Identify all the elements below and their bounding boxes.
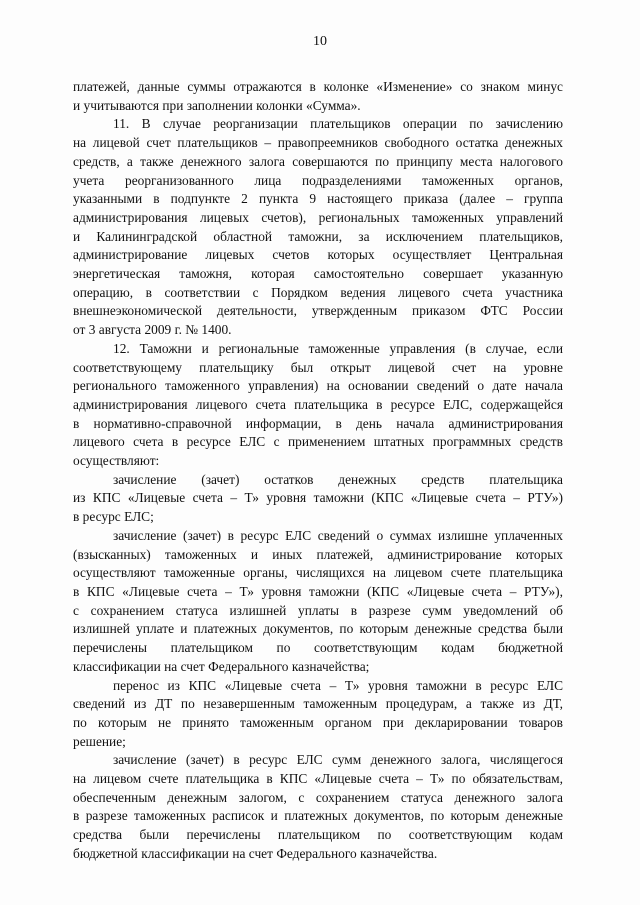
text-line: в ресурс ЕЛС; [73, 509, 154, 525]
text-line: лицевого счета в ресурсе ЕЛС с применением штатных программных средств [73, 434, 563, 450]
document-body [73, 78, 563, 864]
text-line: от 3 августа 2009 г. № 1400. [73, 322, 232, 338]
text-line: энергетическая таможня, которая самостоятельно совершает указанную [73, 266, 563, 282]
text-line: осуществляют: [73, 453, 160, 469]
text-line: сведений из ДТ по незавершенным таможенным процедурам, а также из ДТ, [73, 696, 563, 712]
text-line: на лицевой счет плательщиков – правопреемников свободного остатка денежных [73, 135, 563, 151]
text-line: решение; [73, 733, 126, 749]
text-line: в КПС «Лицевые счета – Т» уровня таможни (КПС «Лицевые счета – РТУ»), [73, 583, 563, 599]
text-line: в нормативно-справочной информации, в день начала администрирования [73, 415, 563, 431]
text-line: зачисление (зачет) остатков денежных средств плательщика [113, 471, 563, 487]
text-line: перечислены плательщиком по соответствующим кодам бюджетной [73, 640, 563, 656]
text-line: 11. В случае реорганизации плательщиков операции по зачислению [113, 116, 563, 132]
text-line: бюджетной классификации на счет Федерального казначейства. [73, 845, 438, 861]
text-line: регионального таможенного управления) на основании сведений о дате начала [73, 378, 563, 394]
text-line: операцию, в соответствии с Порядком ведения лицевого счета участника [73, 284, 563, 300]
text-line: 12. Таможни и региональные таможенные управления (в случае, если [113, 340, 563, 356]
text-line: из КПС «Лицевые счета – Т» уровня таможни (КПС «Лицевые счета – РТУ») [73, 490, 563, 506]
text-line: излишней уплате и платежных документов, по которым денежные средства были [73, 621, 563, 637]
text-line: администрирования лицевых счетов), региональных таможенных управлений [73, 209, 563, 225]
text-line: и учитываются при заполнении колонки «Сумма». [73, 97, 361, 113]
text-line: с сохранением статуса излишней уплаты в разрезе сумм уведомлений об [73, 602, 563, 618]
page-number: 10 [313, 34, 327, 49]
text-line: обеспеченным денежным залогом, с сохранением статуса денежного залога [73, 789, 563, 805]
text-line: учета реорганизованного лица подразделениями таможенных органов, [73, 172, 563, 188]
text-line: внешнеэкономической деятельности, утвержденным приказом ФТС России [73, 303, 563, 319]
text-line: по которым не принято таможенным органом при декларировании товаров [73, 714, 563, 730]
text-line: средств, а также денежного залога совершаются по принципу места налогового [73, 153, 563, 169]
text-line: указанными в подпункте 2 пункта 9 настоящего приказа (далее – группа [73, 191, 563, 207]
text-line: на лицевом счете плательщика в КПС «Лицевые счета – Т» по обязательствам, [73, 771, 563, 787]
text-line: зачисление (зачет) в ресурс ЕЛС сумм денежного залога, числящегося [113, 752, 563, 768]
text-line: соответствующему плательщику был открыт лицевой счет на уровне [73, 359, 563, 375]
text-line: осуществляют таможенные органы, числящихся на лицевом счете плательщика [73, 565, 563, 581]
text-line: администрирование лицевых счетов которых осуществляет Центральная [73, 247, 563, 263]
text-line: зачисление (зачет) в ресурс ЕЛС сведений о суммах излишне уплаченных [113, 527, 563, 543]
text-line: и Калининградской областной таможни, за исключением плательщиков, [73, 228, 563, 244]
text-block [73, 78, 563, 864]
text-line: средства были перечислены плательщиком по соответствующим кодам [73, 827, 563, 843]
text-line: администрирования лицевого счета плательщика в ресурсе ЕЛС, содержащейся [73, 396, 563, 412]
text-line: платежей, данные суммы отражаются в колонке «Изменение» со знаком минус [73, 79, 563, 94]
text-line: в разрезе таможенных расписок и платежных документов, по которым денежные [73, 808, 563, 824]
text-line: перенос из КПС «Лицевые счета – Т» уровня таможни в ресурс ЕЛС [113, 677, 563, 693]
text-line: классификации на счет Федерального казначейства; [73, 658, 370, 674]
text-line: (взысканных) таможенных и иных платежей, администрирование которых [73, 546, 563, 562]
